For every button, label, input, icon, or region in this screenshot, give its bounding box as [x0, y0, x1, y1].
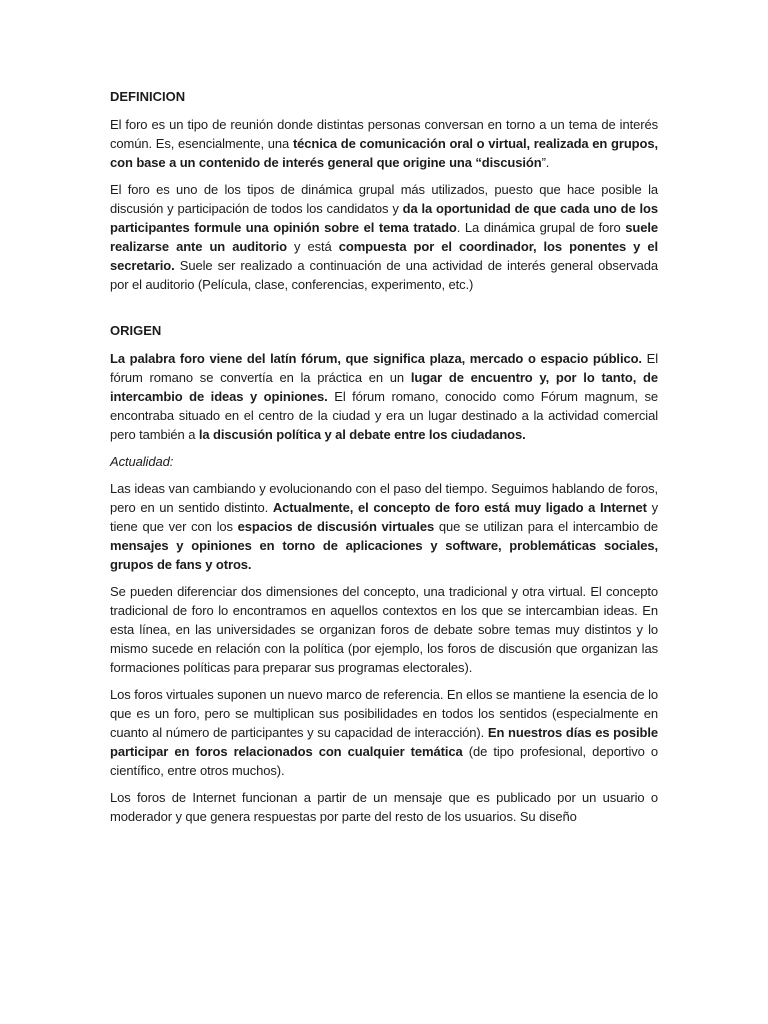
bold-text: En nuestros días es posible participar en foros relacionados con cualquier temática	[110, 725, 658, 759]
bold-text: espacios de discusión virtuales	[237, 519, 435, 534]
text-run: Suele ser realizado a continuación de una actividad de interés general observada por el auditorio (Película, clase, conferencias, experimento, etc.)	[110, 258, 658, 292]
subheading-actualidad: Actualidad:	[110, 454, 174, 469]
text-run: El fórum romano, conocido como Fórum magnum, se encontraba situado en el centro de la ciudad y era un lugar destinado a la actividad comercial pero también a	[110, 389, 658, 442]
text-run: Los foros virtuales suponen un nuevo marco de referencia. En ellos se mantiene la esencia de lo que es un foro, pero se multiplican sus posibilidades en todos los sentidos (especialmente en cuanto al número de participantes y su capacidad de interacción).	[110, 687, 658, 740]
text-run: El fórum romano se convertía en la práctica en un	[110, 351, 659, 385]
paragraph	[110, 479, 658, 574]
spacer	[110, 302, 658, 321]
text-run: ”.	[541, 155, 550, 170]
paragraph	[110, 582, 658, 677]
heading-definicion: DEFINICION	[110, 89, 186, 104]
paragraph	[110, 180, 658, 294]
text-run: (de tipo profesional, deportivo o científico, entre otros muchos).	[110, 744, 659, 778]
paragraph	[110, 685, 658, 780]
paragraph	[110, 115, 658, 172]
text-run: que se utilizan para el intercambio de	[434, 519, 658, 534]
text-run: y está	[286, 239, 339, 254]
bold-text: suele realizarse ante un auditorio	[110, 220, 658, 254]
text-run: y tiene que ver con los	[110, 500, 658, 534]
bold-text: mensajes y opiniones en torno de aplicaciones y software, problemáticas sociales, grupos de fans y otros.	[110, 538, 658, 572]
text-run: Se pueden diferenciar dos dimensiones del concepto, una tradicional y otra virtual. El concepto tradicional de foro lo encontramos en aquellos contextos en los que se intercambian ideas. En esta línea, en las universidades se organizan foros de debate sobre temas muy distintos y lo mismo sucede en relación con la política (por ejemplo, los foros de discusión que organizan las formaciones políticas para preparar sus programas electorales).	[110, 584, 658, 675]
paragraph	[110, 788, 658, 826]
text-run: Las ideas van cambiando y evolucionando con el paso del tiempo. Seguimos hablando de foros, pero en un sentido distinto.	[110, 481, 658, 515]
bold-text: la discusión política y al debate entre los ciudadanos.	[198, 427, 526, 442]
text-run: Los foros de Internet funcionan a partir de un mensaje que es publicado por un usuario o moderador y que genera respuestas por parte del resto de los usuarios. Su diseño	[110, 790, 658, 824]
text-run: El foro es uno de los tipos de dinámica grupal más utilizados, puesto que hace posible la discusión y participación de todos los candidatos y	[110, 182, 658, 216]
bold-text: técnica de comunicación oral o virtual, realizada en grupos, con base a un contenido de interés general que origine una “discusión	[110, 136, 658, 170]
text-run: . La dinámica grupal de foro	[456, 220, 626, 235]
bold-text: Actualmente, el concepto de foro está muy ligado a Internet	[272, 500, 647, 515]
bold-text: lugar de encuentro y, por lo tanto, de intercambio de ideas y opiniones.	[110, 370, 658, 404]
bold-text: La palabra foro viene del latín fórum, que significa plaza, mercado o espacio público.	[110, 351, 642, 366]
bold-text: da la oportunidad de que cada uno de los participantes formule una opinión sobre el tema tratado	[110, 201, 658, 235]
heading-origen: ORIGEN	[110, 323, 162, 338]
text-run: El foro es un tipo de reunión donde distintas personas conversan en torno a un tema de interés común. Es, esencialmente, una	[110, 117, 658, 151]
paragraph	[110, 349, 658, 444]
bold-text: compuesta por el coordinador, los ponentes y el secretario.	[110, 239, 658, 273]
